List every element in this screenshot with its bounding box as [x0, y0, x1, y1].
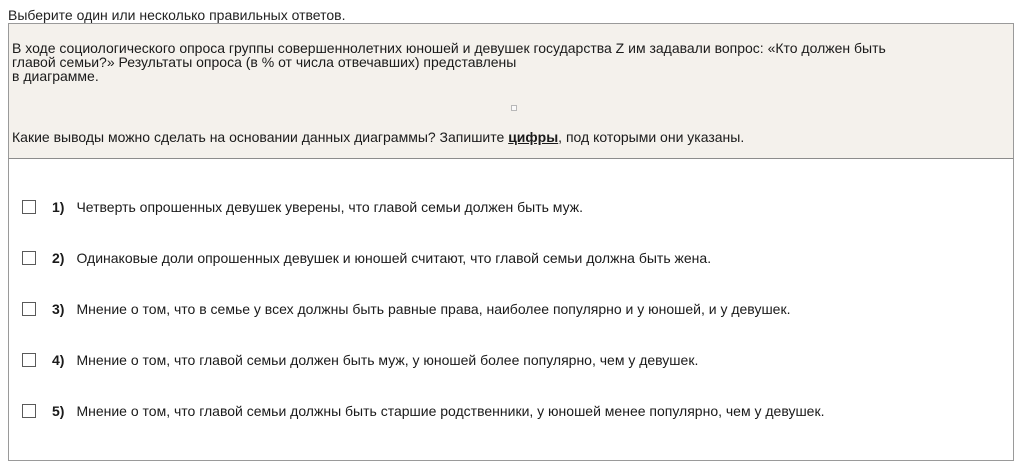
chart-image-placeholder [511, 105, 517, 111]
prompt-emphasis: цифры [508, 129, 559, 145]
option-text: Мнение о том, что в семье у всех должны быть равные права, наиболее популярно и у юношей, и у девушек. [76, 301, 791, 317]
option-text: Мнение о том, что главой семьи должен быть муж, у юношей более популярно, чем у девушек. [76, 352, 699, 368]
answers-panel [8, 159, 1014, 461]
question-panel [8, 23, 1014, 159]
stem-line-3: в диаграмме. [12, 68, 99, 84]
question-prompt [12, 129, 744, 145]
answer-checkbox-1[interactable] [22, 200, 36, 214]
answer-option-3[interactable] [22, 299, 790, 319]
answer-checkbox-3[interactable] [22, 302, 36, 316]
option-text: Четверть опрошенных девушек уверены, что главой семьи должен быть муж. [76, 199, 583, 215]
stem-line-2: главой семьи?» Результаты опроса (в % от числа отвечавших) представлены [12, 54, 517, 70]
prompt-tail: , под которыми они указаны. [558, 129, 745, 145]
option-text: Мнение о том, что главой семьи должны быть старшие родственники, у юношей менее популярно, чем у девушек. [76, 403, 825, 419]
prompt-text: Какие выводы можно сделать на основании данных диаграммы? Запишите [12, 129, 509, 145]
answer-option-4[interactable] [22, 350, 698, 370]
answer-checkbox-4[interactable] [22, 353, 36, 367]
answer-option-5[interactable] [22, 401, 824, 421]
answer-checkbox-2[interactable] [22, 251, 36, 265]
option-number: 1) [52, 199, 65, 215]
answer-option-1[interactable] [22, 197, 583, 217]
option-number: 4) [52, 352, 65, 368]
option-number: 5) [52, 403, 65, 419]
question-stem [12, 41, 1002, 83]
answer-option-2[interactable] [22, 248, 711, 268]
stem-line-1: В ходе социологического опроса группы совершеннолетних юношей и девушек государства Z им задавали вопрос: «Кто должен быть [12, 40, 886, 56]
option-text: Одинаковые доли опрошенных девушек и юношей считают, что главой семьи должна быть жена. [76, 250, 712, 266]
option-number: 2) [52, 250, 65, 266]
answer-checkbox-5[interactable] [22, 404, 36, 418]
instruction-text: Выберите один или несколько правильных ответов. [8, 7, 346, 23]
option-number: 3) [52, 301, 65, 317]
